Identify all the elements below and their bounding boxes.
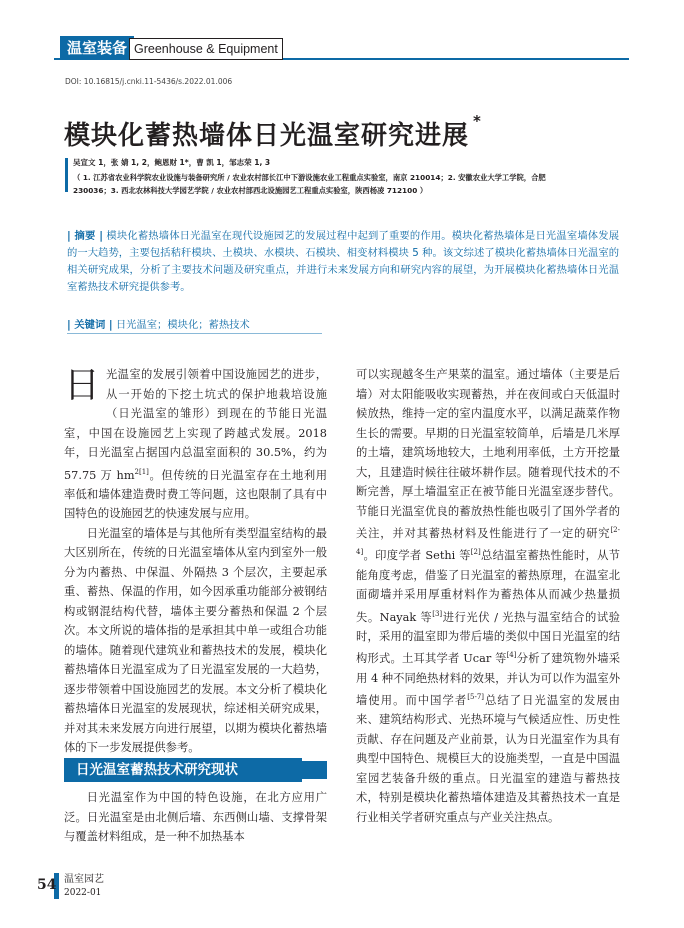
abstract bbox=[67, 228, 619, 296]
paragraph-text: 进行光伏 / 光热与温室结合的试验时，采用的温室即为带后墙的类似中国日光温室的结构形式。土耳其学者 Ucar 等 bbox=[356, 610, 620, 666]
paragraph bbox=[356, 365, 620, 827]
affiliation-line: 230036；3. 西北农林科技大学园艺学院 / 农业农村部西北设施园艺工程重点实验室，陕西杨凌 712100 ） bbox=[73, 185, 428, 195]
title-footnote-mark: * bbox=[473, 112, 482, 130]
paragraph-text: 可以实现越冬生产果菜的温室。通过墙体（主要是后墙）对太阳能吸收实现蓄热，并在夜间或白天低温时候放热，维持一定的室内温度水平，以满足蔬菜作物生长的需要。早期的日光温室较简单，后墙是几米厚的土墙，建筑场地较大，土地利用率低，土方开挖量大，且建造时候往往破坏耕作层。随着现代技术的不断完善，厚土墙温室正在被节能日光温室逐步替代。节能日光温室优良的蓄放热性能也吸引了国外学者的关注，并对其蓄热材料及性能进行了一定的研究 bbox=[356, 368, 620, 540]
page-number: 54 bbox=[37, 877, 57, 893]
keywords bbox=[67, 316, 250, 331]
citation: 2[1] bbox=[134, 467, 149, 476]
citation: [3] bbox=[432, 609, 443, 618]
paragraph-text: 分析了建筑物外墙采用 4 种不同绝热材料的效果，并认为可以作为温室外墙使用。而中国学者 bbox=[356, 652, 620, 707]
body-column-right bbox=[356, 365, 620, 827]
title-text: 模块化蓄热墙体日光温室研究进展 bbox=[64, 121, 470, 151]
drop-cap: 日 bbox=[64, 365, 101, 406]
paragraph: 日光温室的墙体是与其他所有类型温室结构的最大区别所在，传统的日光温室墙体从室内到室外一般分为内蓄热、中保温、外隔热 3 个层次，主要起承重、蓄热、保温的作用，如今因承重功能部分被钢结构或钢混结构代替，墙体主要分蓄热和保温 2 个层次。本文所说的墙体指的是承担其中单一或组合功能的墙体。随着现代建筑业和蓄热技术的发展，模块化蓄热墙体日光温室成为了日光温室发展的一大趋势，逐步带领着中国设施园艺的发展。本文分析了模块化蓄热墙体日光温室的发展现状，综述相关研究成果，并对其未来发展方向进行展望，以期为模块化蓄热墙体的下一步发展提供参考。 bbox=[64, 526, 327, 755]
keywords-label: | 关键词 | bbox=[67, 319, 113, 331]
citation: [5-7] bbox=[467, 693, 484, 702]
paragraph-text: 。但传统的日光温室存在土地利用率低和墙体建造费时费工等问题，这也限制了具有中国特色的设施园艺的快速发展与应用。 bbox=[64, 468, 327, 521]
body-column-left-continued bbox=[64, 788, 327, 847]
paragraph-text: 光温室的发展引领着中国设施园艺的进步，从一开始的下挖土坑式的保护地栽培设施（日光温室的雏形）到现在的节能日光温室，中国在设施园艺上实现了跨越式发展。2018 年，日光温室占据国内总温室面积的 30.5%，约为 57.75 万 hm bbox=[64, 368, 327, 482]
body-column-left bbox=[64, 365, 327, 758]
paragraph: 日光温室作为中国的特色设施，在北方应用广泛。日光温室是由北侧后墙、东西侧山墙、支撑骨架与覆盖材料组成，是一种不加热基本 bbox=[64, 791, 327, 843]
section-tag: 温室装备 bbox=[60, 36, 134, 60]
citation: [2-4] bbox=[356, 526, 620, 557]
paragraph-text: 总结温室蓄热性能时，从节能角度考虑，借鉴了日光温室的蓄热原理，在温室北面砌墙并采用厚重材料作为蓄热体从而减少热量损失。Nayak 等 bbox=[356, 549, 620, 624]
journal-issue: 2022-01 bbox=[64, 888, 102, 898]
keywords-text: 日光温室；模块化；蓄热技术 bbox=[112, 319, 250, 331]
journal-name: 温室园艺 bbox=[64, 874, 104, 885]
section-heading: 日光温室蓄热技术研究现状 bbox=[64, 758, 302, 782]
abstract-label: | 摘要 | bbox=[67, 230, 103, 242]
author-accent-bar bbox=[65, 158, 68, 192]
paragraph-text: 总结了日光温室的发展由来、建筑结构形式、光热环境与气候适应性、历史性贡献、存在问题及产业前景，认为日光温室作为具有典型中国特色、规模巨大的设施类型，一直是中国温室园艺装备升级的重点。日光温室的建造与蓄热技术，特别是模块化蓄热墙体建造及其蓄热技术一直是行业相关学者研究重点与产业关注热点。 bbox=[356, 693, 620, 824]
paragraph-text: 。印度学者 Sethi 等 bbox=[363, 549, 471, 563]
paragraph bbox=[64, 365, 327, 524]
citation: [4] bbox=[506, 651, 517, 660]
affiliations bbox=[73, 172, 633, 197]
keywords-underline bbox=[67, 333, 322, 334]
author-list: 吴宣文 1，张 婧 1, 2，鲍恩财 1*，曹 凯 1，邹志荣 1, 3 bbox=[73, 158, 271, 167]
section-tag-english: Greenhouse & Equipment bbox=[129, 38, 283, 60]
abstract-text: 模块化蓄热墙体日光温室在现代设施园艺的发展过程中起到了重要的作用。模块化蓄热墙体是日光温室墙体发展的一大趋势，主要包括秸秆模块、土模块、水模块、石模块、相变材料模块 5 种。该文综述了模块化蓄热墙体日光温室的相关研究成果，分析了主要技术问题及研究重点，并进行未来发展方向和研究内容的展望，为开展模块化蓄热墙体日光温室蓄热技术研究提供参考。 bbox=[67, 230, 620, 293]
doi: DOI: 10.16815/j.cnki.11-5436/s.2022.01.006 bbox=[65, 77, 233, 86]
article-title bbox=[64, 112, 482, 152]
affiliation-line: （ 1. 江苏省农业科学院农业设施与装备研究所 / 农业农村部长江中下游设施农业工程重点实验室，南京 210014；2. 安徽农业大学工学院，合肥 bbox=[73, 173, 546, 182]
section-heading-accent bbox=[301, 761, 327, 779]
citation: [2] bbox=[470, 548, 481, 557]
